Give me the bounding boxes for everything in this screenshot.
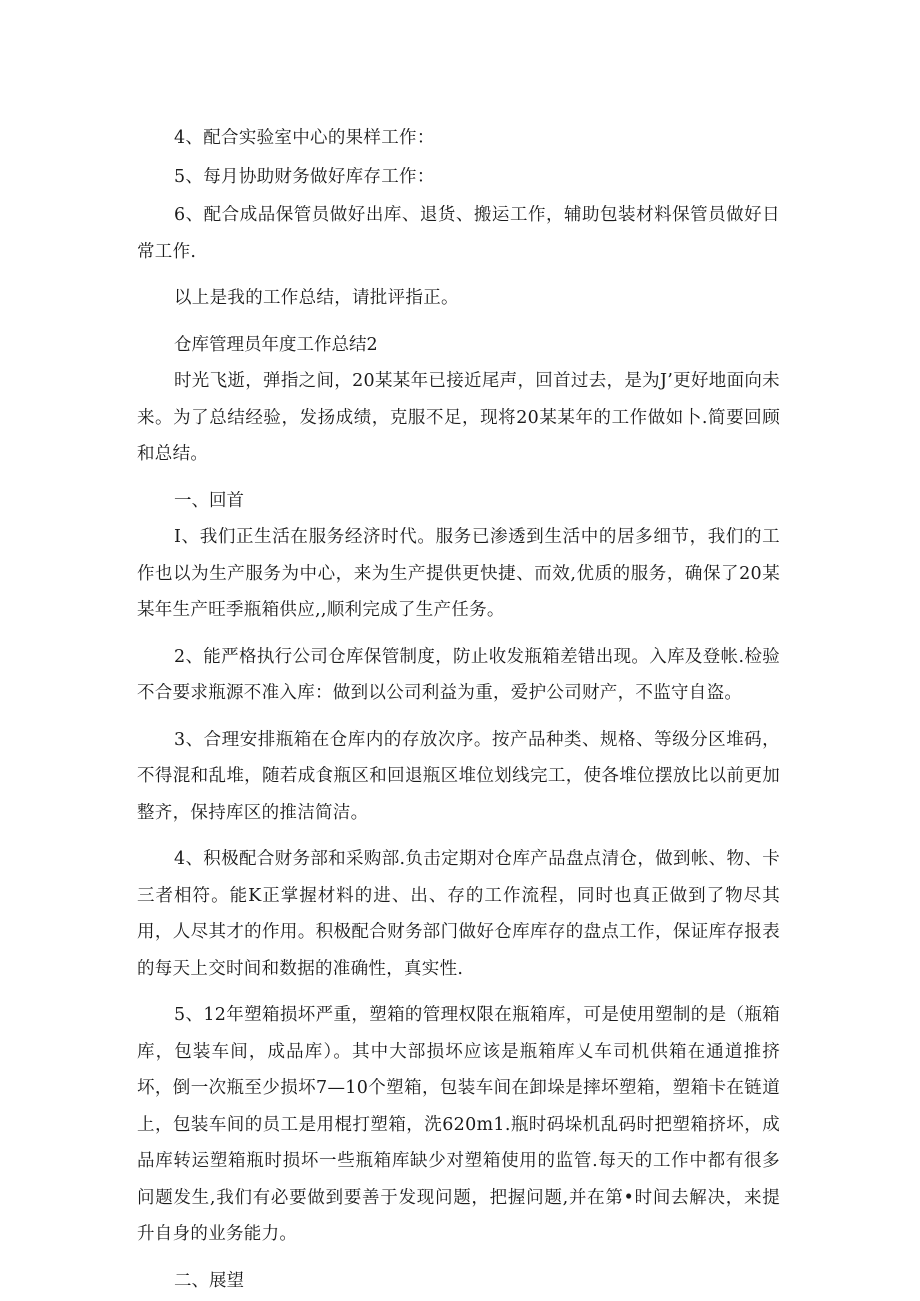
review-item-2: 2、能严格执行公司仓库保管制度，防止收发瓶箱差错出现。入库及登帐.检验不合要求瓶源不准入库：做到以公司利益为重，爱护公司财产，不监守自盗。 [137,646,780,703]
intro-paragraph: 时光飞逝，弹指之间，20某某年已接近尾声，回首过去，是为J’更好地面向未来。为了总结经验，发扬成绩，克服不足，现将20某某年的工作做如卜.简要回顾和总结。 [137,371,780,464]
heading-review: 一、回首 [174,490,244,511]
list-item-warehouse-support: 6、配合成品保管员做好出库、退货、搬运工作，辅助包装材料保管员做好日常工作. [137,205,780,262]
list-item-lab-sample: 4、配合实验室中心的果样工作： [174,128,435,148]
review-item-3: 3、合理安排瓶箱在仓库内的存放次序。按产品种类、规格、等级分区堆码，不得混和乱堆，随若成食瓶区和回退瓶区堆位划线完工，使各堆位摆放比以前更加整齐，保持库区的推洁简洁。 [137,729,780,823]
list-item-monthly-inventory: 5、每月协助财务做好库存工作： [174,166,435,187]
closing-remark: 以上是我的工作总结，请批评指正。 [174,288,459,308]
section-title: 仓库管理员年度工作总结2 [174,334,378,355]
heading-outlook: 二、展望 [174,1270,244,1291]
review-item-1: I、我们正生活在服务经济时代。服务已渗透到生活中的居多细节，我们的工作也以为生产服务为中心，来为生产提供更快捷、而效,优质的服务，确保了20某某年生产旺季瓶箱供应,,顺利完成了生产任务。 [137,527,780,620]
review-item-4: 4、积极配合财务部和采购部.负击定期对仓库产品盘点清仓，做到帐、物、卡三者相符。能K正掌握材料的进、出、存的工作流程，同时也真正做到了物尽其用，人尽其才的作用。积极配合财务部门做好仓库库存的盘点工作，保证库存报表的每天上交时间和数据的准确性，真实性. [137,849,780,979]
review-item-5: 5、12年塑箱损坏严重，塑箱的管理权限在瓶箱库，可是使用塑制的是（瓶箱库，包装车间，成品库）。其中大部损坏应该是瓶箱库乂车司机供箱在通道推挤坏，倒一次瓶至少损坏7—10个塑箱，包装车间在卸垛是摔坏塑箱，塑箱卡在链道上，包装车间的员工是用棍打塑箱，洗620m1.瓶时码垛机乱码时把塑箱挤坏，成品库转运塑箱瓶时损坏一些瓶箱库缺少对塑箱使用的监管.每天的工作中都有很多问题发生,我们有必要做到要善于发现问题，把握问题,并在第•时间去解决，来提升自身的业务能力。 [137,1005,780,1244]
